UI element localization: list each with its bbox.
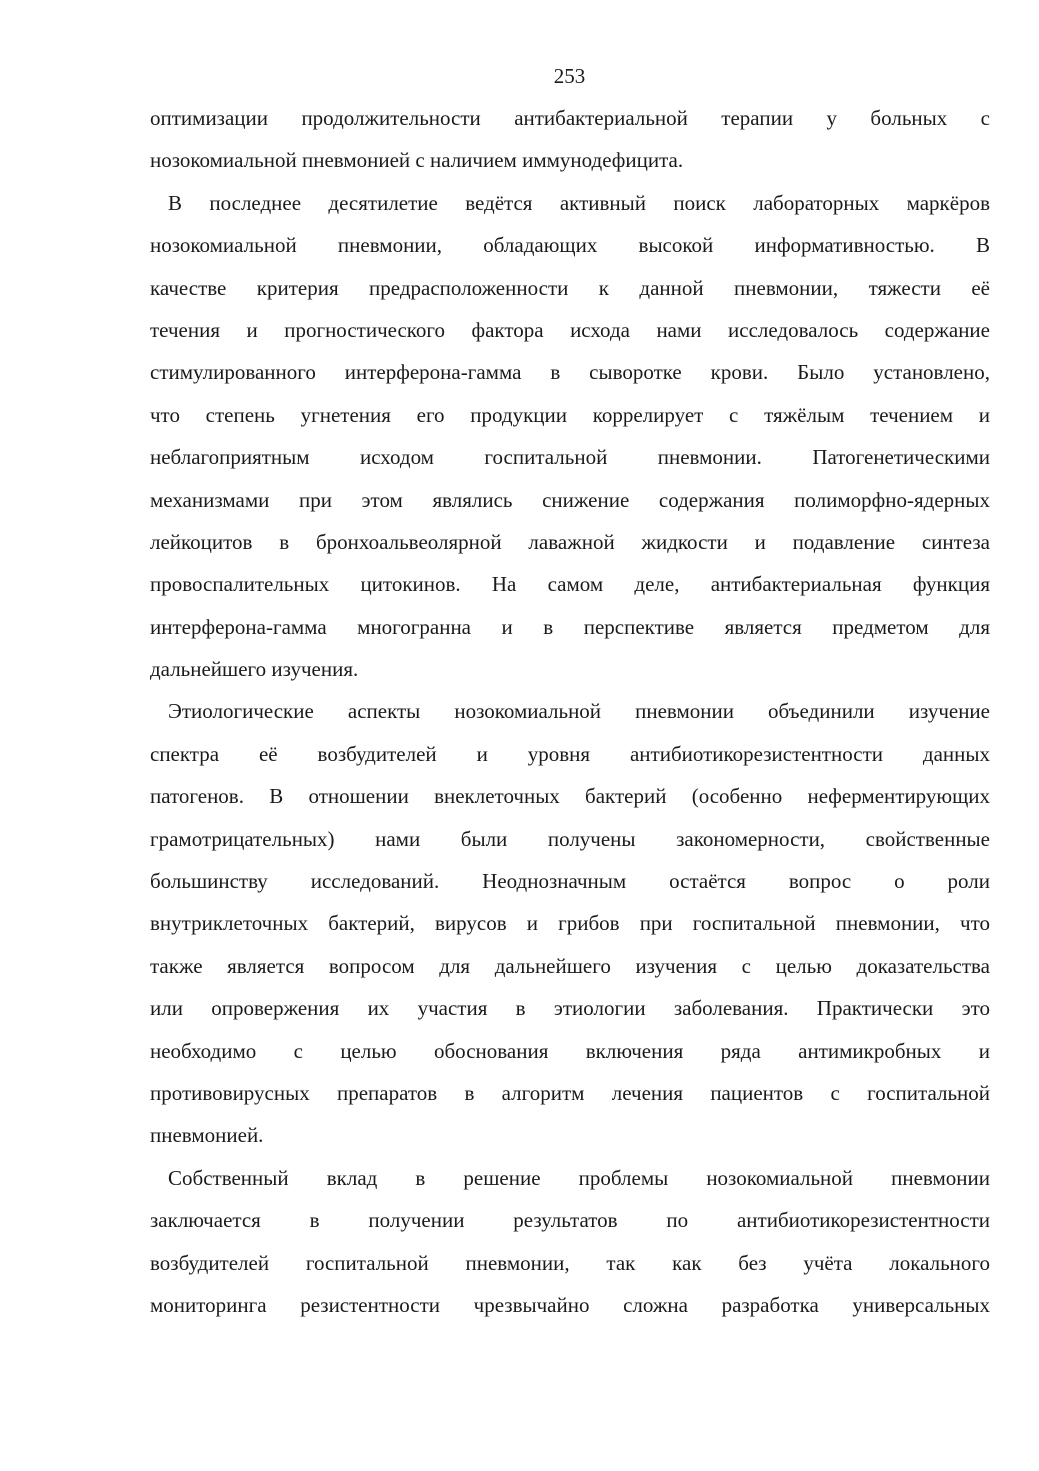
text-line: нозокомиальной пневмонии, обладающих высокой информативностью. В (150, 233, 990, 258)
text-line: заключается в получении результатов по антибиотикорезистентности (150, 1208, 990, 1233)
text-line: или опровержения их участия в этиологии заболевания. Практически это (150, 996, 990, 1021)
text-line: Этиологические аспекты нозокомиальной пневмонии объединили изучение (168, 699, 990, 724)
text-line: противовирусных препаратов в алгоритм лечения пациентов с госпитальной (150, 1080, 990, 1105)
paragraph (150, 1157, 990, 1327)
text-line: возбудителей госпитальной пневмонии, так как без учёта локального (150, 1250, 990, 1275)
text-line: внутриклеточных бактерий, вирусов и грибов при госпитальной пневмонии, что (150, 911, 990, 936)
text-line: нозокомиальной пневмонией с наличием иммунодефицита. (150, 148, 684, 173)
text-line: Собственный вклад в решение проблемы нозокомиальной пневмонии (168, 1165, 990, 1190)
page-number: 253 (553, 64, 586, 88)
text-line: лейкоцитов в бронхоальвеолярной лаважной жидкости и подавление синтеза (150, 529, 990, 554)
text-line: провоспалительных цитокинов. На самом деле, антибактериальная функция (150, 572, 990, 597)
text-line: механизмами при этом являлись снижение содержания полиморфно-ядерных (150, 487, 990, 512)
text-line: необходимо с целью обоснования включения ряда антимикробных и (150, 1038, 990, 1063)
text-line: интерферона-гамма многогранна и в перспективе является предметом для (150, 614, 990, 639)
body-text (150, 97, 990, 1326)
text-line: В последнее десятилетие ведётся активный поиск лабораторных маркёров (168, 190, 990, 215)
text-line: большинству исследований. Неоднозначным остаётся вопрос о роли (150, 869, 990, 894)
text-line: неблагоприятным исходом госпитальной пневмонии. Патогенетическими (150, 445, 990, 470)
text-line: качестве критерия предрасположенности к данной пневмонии, тяжести её (150, 275, 990, 300)
text-line: дальнейшего изучения. (150, 657, 359, 682)
text-line: спектра её возбудителей и уровня антибиотикорезистентности данных (150, 741, 990, 766)
paragraph (150, 690, 990, 1156)
text-line: пневмонией. (150, 1123, 264, 1148)
text-line: патогенов. В отношении внеклеточных бактерий (особенно неферментирующих (150, 784, 990, 809)
text-line: мониторинга резистентности чрезвычайно сложна разработка универсальных (150, 1292, 990, 1317)
text-line: также является вопросом для дальнейшего изучения с целью доказательства (150, 953, 990, 978)
text-line: течения и прогностического фактора исхода нами исследовалось содержание (150, 317, 990, 342)
text-line: оптимизации продолжительности антибактериальной терапии у больных с (150, 106, 990, 130)
text-line: грамотрицательных) нами были получены закономерности, свойственные (150, 826, 990, 851)
text-line: стимулированного интерферона-гамма в сыворотке крови. Было установлено, (150, 360, 990, 385)
text-line: что степень угнетения его продукции коррелирует с тяжёлым течением и (150, 402, 990, 427)
paragraph (150, 182, 990, 691)
paragraph (150, 97, 990, 182)
